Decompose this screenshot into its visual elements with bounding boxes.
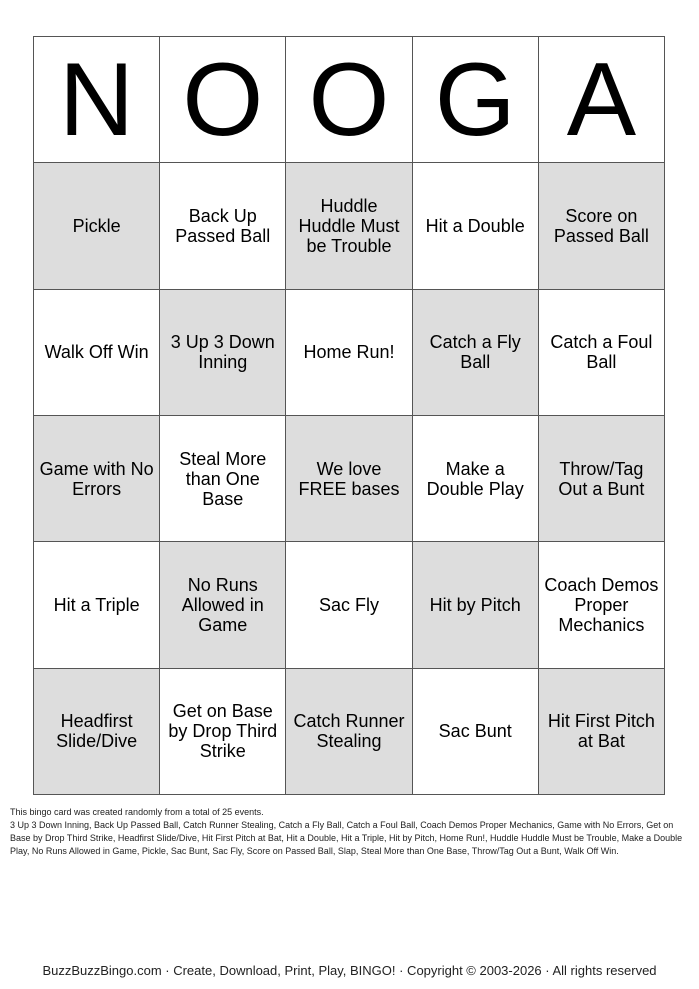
bingo-square: Hit First Pitch at Bat <box>539 669 665 795</box>
bingo-square: Back Up Passed Ball <box>160 163 286 289</box>
bingo-square: 3 Up 3 Down Inning <box>160 290 286 416</box>
footnote-event-list: 3 Up 3 Down Inning, Back Up Passed Ball, Catch Runner Stealing, Catch a Fly Ball, Catch a Foul Ball, Coach Demos Proper Mechanics, Game with No Errors, Get on Base by Drop Third Strike, Headfirst Slide/Dive, Hit First Pitch at Bat, Hit a Double, Hit a Triple, Hit by Pitch, Home Run!, Huddle Huddle Must be Trouble, Make a Double Play, No Runs Allowed in Game, Pickle, Sac Bunt, Sac Fly, Score on Passed Ball, Slap, Steal More than One Base, Throw/Tag Out a Bunt, Walk Off Win. <box>10 820 683 856</box>
bingo-square: Huddle Huddle Must be Trouble <box>286 163 412 289</box>
bingo-square: Catch a Fly Ball <box>413 290 539 416</box>
bingo-square: Home Run! <box>286 290 412 416</box>
bingo-square: Sac Fly <box>286 542 412 668</box>
card-footnote <box>10 806 690 858</box>
header-letter: O <box>160 37 286 163</box>
bingo-square: Sac Bunt <box>413 669 539 795</box>
bingo-square: Make a Double Play <box>413 416 539 542</box>
bingo-square: Catch a Foul Ball <box>539 290 665 416</box>
bingo-square: We love FREE bases <box>286 416 412 542</box>
bingo-square: Get on Base by Drop Third Strike <box>160 669 286 795</box>
bingo-square: Pickle <box>34 163 160 289</box>
bingo-square: Throw/Tag Out a Bunt <box>539 416 665 542</box>
bingo-card <box>33 36 665 795</box>
bingo-square: Walk Off Win <box>34 290 160 416</box>
bingo-square: Steal More than One Base <box>160 416 286 542</box>
header-letter: O <box>286 37 412 163</box>
header-letter: A <box>539 37 665 163</box>
bingo-square: Catch Runner Stealing <box>286 669 412 795</box>
bingo-square: Game with No Errors <box>34 416 160 542</box>
bingo-square: Hit by Pitch <box>413 542 539 668</box>
bingo-square: Coach Demos Proper Mechanics <box>539 542 665 668</box>
bingo-square: Hit a Triple <box>34 542 160 668</box>
bingo-square: Hit a Double <box>413 163 539 289</box>
bingo-square: Headfirst Slide/Dive <box>34 669 160 795</box>
header-letter: N <box>34 37 160 163</box>
page-footer: BuzzBuzzBingo.com · Create, Download, Print, Play, BINGO! · Copyright © 2003-2026 · All rights reserved <box>42 963 657 978</box>
header-letter: G <box>413 37 539 163</box>
bingo-square: Score on Passed Ball <box>539 163 665 289</box>
footnote-intro: This bingo card was created randomly from a total of 25 events. <box>10 807 264 817</box>
bingo-square: No Runs Allowed in Game <box>160 542 286 668</box>
